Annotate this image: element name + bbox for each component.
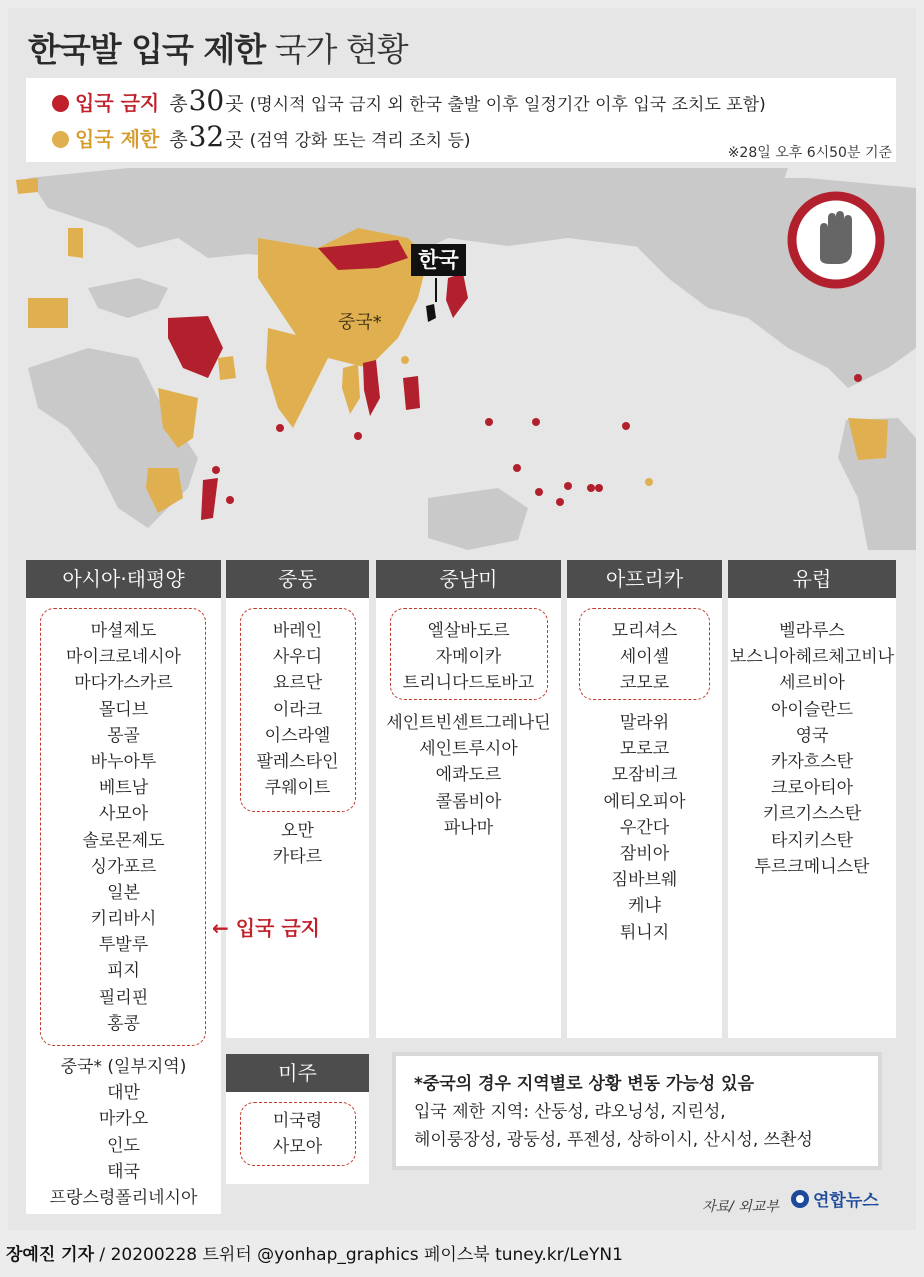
- country-item: 인도: [107, 1135, 140, 1156]
- country-item: 케냐: [628, 896, 661, 917]
- country-item: 잠비아: [619, 843, 670, 864]
- country-item: 파나마: [443, 817, 494, 838]
- country-item: 에콰도르: [435, 765, 502, 786]
- country-item: 벨라루스: [779, 621, 845, 641]
- country-item: 대만: [107, 1083, 140, 1104]
- brand-logo: [790, 1186, 879, 1211]
- legend-ban-total: 총: [169, 93, 188, 115]
- restrict-island-markers: [401, 356, 653, 486]
- footer-credit: [6, 1240, 623, 1265]
- asia-restrict-list: [26, 1054, 221, 1211]
- middle-east-restrict-list: [226, 818, 369, 870]
- yellow-dot-icon: [52, 131, 69, 148]
- country-item: 자메이카: [435, 647, 502, 668]
- country-item: 아이슬란드: [770, 699, 854, 720]
- note-line-1: *중국의 경우 지역별로 상황 변동 가능성 있음: [414, 1074, 754, 1094]
- country-item: 트리니다드토바고: [402, 673, 535, 694]
- country-item: 사모아: [272, 1137, 323, 1158]
- legend-ban-count: 30: [188, 84, 225, 117]
- country-item: 영국: [795, 725, 829, 746]
- korea-shape: [426, 304, 436, 322]
- legend-restrict-unit: 곳: [225, 129, 244, 151]
- stop-hand-icon: [792, 196, 880, 284]
- column-header-asia: 아시아·태평양: [26, 560, 221, 598]
- country-item: 코모로: [619, 673, 670, 694]
- country-item: 일본: [107, 882, 140, 903]
- legend-restrict-label: 입국 제한: [75, 127, 160, 151]
- country-item: 태국: [107, 1161, 140, 1182]
- china-note: [392, 1052, 882, 1170]
- country-item: 보스니아헤르체고비나: [729, 647, 895, 668]
- yonhap-logo-icon: [790, 1187, 810, 1211]
- country-item: 엘살바도르: [427, 621, 510, 641]
- legend-ban-unit: 곳: [225, 93, 244, 115]
- country-item: 마이크로네시아: [66, 647, 181, 668]
- europe-restrict-list: [728, 618, 896, 880]
- country-item: 모리셔스: [611, 621, 678, 641]
- column-body-europe: [728, 598, 896, 1038]
- country-item: 몰디브: [98, 699, 149, 720]
- column-body-asia: [26, 598, 221, 1214]
- source-credit: 자료/ 외교부: [702, 1199, 779, 1215]
- column-header-middle-east: 중동: [226, 560, 369, 598]
- country-item: 카자흐스탄: [770, 751, 854, 772]
- country-item: 사우디: [272, 647, 323, 668]
- title-bold: 한국발 입국 제한: [28, 30, 266, 69]
- note-line-2: 입국 제한 지역: 산둥성, 랴오닝성, 지린성,: [414, 1102, 726, 1122]
- country-item: 이라크: [272, 699, 323, 720]
- country-item: 에티오피아: [603, 791, 686, 812]
- column-header-north-america: 미주: [226, 1054, 369, 1092]
- country-item: 짐바브웨: [611, 870, 678, 891]
- china-label: 중국*: [338, 312, 382, 333]
- country-item: 필리핀: [98, 987, 149, 1008]
- legend-restrict-count: 32: [188, 120, 225, 153]
- country-item: 콜롬비아: [435, 791, 502, 812]
- americas-restrict-list: [376, 710, 561, 841]
- legend-ban-label: 입국 금지: [75, 91, 160, 115]
- africa-restrict-list: [567, 710, 722, 946]
- column-body-middle-east: [226, 598, 369, 1038]
- title-regular: 국가 현황: [274, 30, 408, 69]
- country-item: 투발루: [98, 935, 149, 956]
- timestamp: ※28일 오후 6시50분 기준: [727, 145, 892, 161]
- country-item: 세인트루시아: [419, 739, 518, 760]
- column-body-americas: [376, 598, 561, 1038]
- country-item: 타지키스탄: [770, 830, 854, 851]
- legend-ban-desc: (명시적 입국 금지 외 한국 출발 이후 일정기간 이후 입국 조치도 포함): [249, 95, 766, 115]
- country-item: 모잠비크: [611, 765, 678, 786]
- country-item: 바레인: [272, 621, 323, 641]
- country-item: 바누아투: [90, 751, 157, 772]
- country-item: 피지: [107, 961, 140, 982]
- country-item: 마다가스카르: [74, 673, 173, 694]
- country-item: 베트남: [98, 778, 149, 799]
- country-item: 홍콩: [107, 1013, 140, 1034]
- column-body-africa: [567, 598, 722, 1038]
- country-item: 몽골: [107, 725, 140, 746]
- country-item: 카타르: [272, 847, 323, 868]
- ban-callout: ← 입국 금지: [212, 916, 320, 940]
- korea-label: 한국: [411, 244, 466, 276]
- country-item: 프랑스령폴리네시아: [49, 1187, 198, 1208]
- red-dot-icon: [52, 95, 69, 112]
- country-item: 세인트빈센트그레나딘: [386, 713, 551, 733]
- africa-ban-list: [567, 618, 722, 697]
- country-item: 오만: [281, 821, 314, 841]
- country-item: 마카오: [98, 1109, 149, 1130]
- country-item: 말라위: [619, 713, 670, 733]
- world-map: [8, 168, 916, 550]
- column-header-europe: 유럽: [728, 560, 896, 598]
- legend-ban: [52, 84, 766, 117]
- middle-east-ban-list: [226, 618, 369, 801]
- page-title: [28, 24, 408, 71]
- country-item: 키리바시: [90, 909, 157, 930]
- country-item: 팔레스타인: [256, 751, 339, 772]
- country-item: 싱가포르: [90, 856, 157, 877]
- country-item: 쿠웨이트: [264, 778, 331, 799]
- country-item: 솔로몬제도: [82, 830, 165, 851]
- country-item: 세르비아: [779, 673, 845, 694]
- legend-restrict: [52, 120, 471, 153]
- legend-restrict-desc: (검역 강화 또는 격리 조치 등): [249, 131, 471, 151]
- north-america-ban-list: [226, 1108, 369, 1160]
- country-item: 모로코: [619, 739, 670, 760]
- legend-restrict-total: 총: [169, 129, 188, 151]
- brand-name: 연합뉴스: [813, 1191, 879, 1211]
- country-item: 키르기스스탄: [762, 804, 862, 825]
- column-header-americas: 중남미: [376, 560, 561, 598]
- americas-ban-list: [376, 618, 561, 697]
- country-item: 크로아티아: [770, 778, 854, 799]
- country-item: 중국* (일부지역): [60, 1057, 187, 1077]
- asia-ban-list: [26, 618, 221, 1037]
- country-item: 마셜제도: [90, 621, 157, 641]
- country-item: 미국령: [272, 1111, 323, 1131]
- column-body-north-america: [226, 1092, 369, 1184]
- country-item: 세이셸: [619, 647, 670, 668]
- country-item: 이스라엘: [264, 725, 331, 746]
- country-item: 투르크메니스탄: [754, 856, 870, 877]
- column-header-africa: 아프리카: [567, 560, 722, 598]
- country-item: 사모아: [98, 804, 149, 825]
- footer-rest: / 20200228 트위터 @yonhap_graphics 페이스북 tuney.kr/LeYN1: [94, 1245, 623, 1265]
- footer-author: 장예진 기자: [6, 1245, 95, 1265]
- note-line-3: 헤이룽장성, 광둥성, 푸젠성, 상하이시, 산시성, 쓰촨성: [414, 1130, 813, 1150]
- country-item: 튀니지: [619, 922, 670, 943]
- country-item: 우간다: [619, 817, 670, 838]
- country-item: 요르단: [272, 673, 323, 694]
